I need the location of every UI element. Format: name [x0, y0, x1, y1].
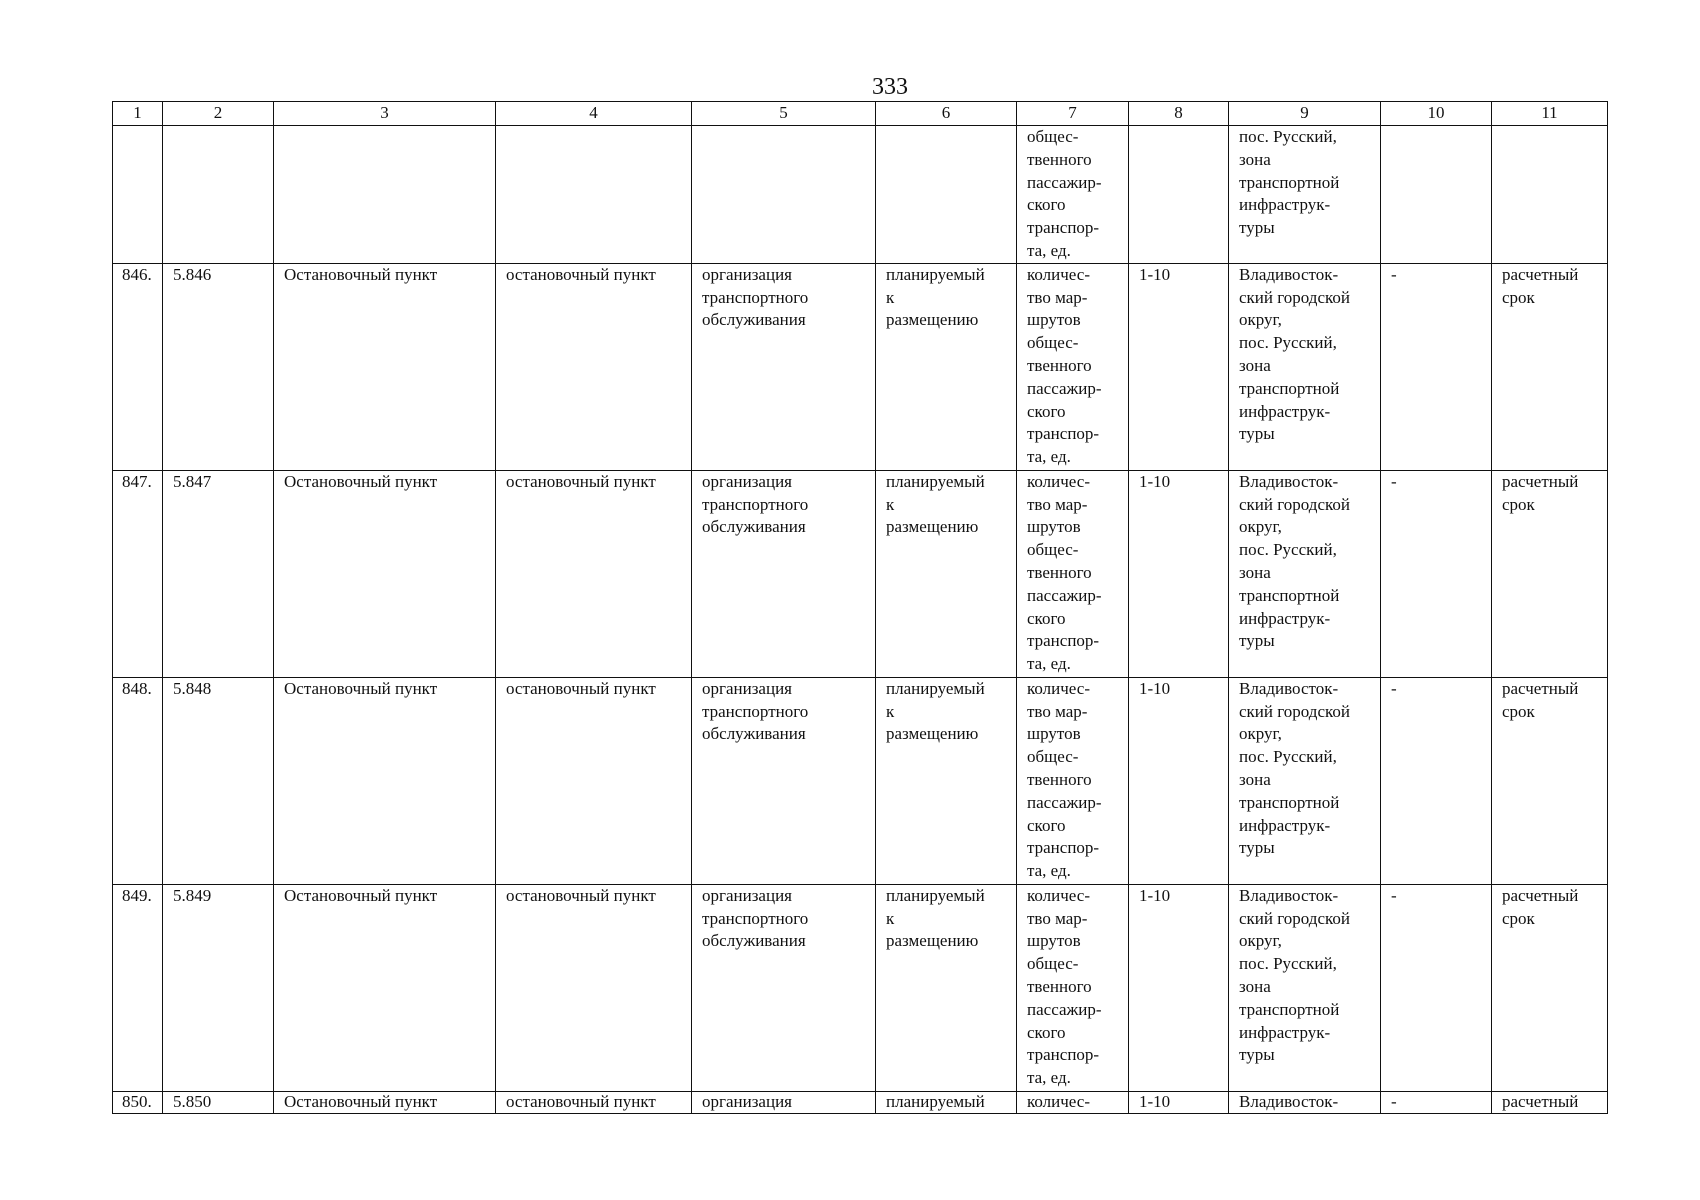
cell-line: расчетный: [1502, 885, 1579, 905]
cell-line: общес-: [1027, 954, 1079, 974]
purpose-cell: [692, 1091, 876, 1113]
name-cell: Остановочный пункт: [274, 677, 496, 884]
cell-line: организация: [702, 678, 792, 698]
empty-cell: [876, 126, 1017, 264]
cell-line: организация: [702, 1091, 792, 1111]
empty-cell: [163, 126, 274, 264]
column-number-11: 11: [1492, 102, 1608, 126]
cell-line: размещению: [886, 310, 979, 330]
location-cell: [1229, 677, 1381, 884]
column-number-2: 2: [163, 102, 274, 126]
register-table: [112, 101, 1608, 1114]
cell-line: количес-: [1027, 1091, 1090, 1111]
cell-line: транспортного: [702, 494, 809, 514]
cell-line: инфраструк-: [1239, 1022, 1331, 1042]
term-cell: [1492, 884, 1608, 1091]
cell-line: общес-: [1027, 333, 1079, 353]
cell-line: организация: [702, 264, 792, 284]
cell-line: тво мар-: [1027, 908, 1088, 928]
cell-line: пассажир-: [1027, 172, 1102, 192]
name-cell: Остановочный пункт: [274, 884, 496, 1091]
cell-line: тво мар-: [1027, 701, 1088, 721]
cell-line: транспор-: [1027, 424, 1100, 444]
cell-line: обслуживания: [702, 724, 806, 744]
cell-line: ского: [1027, 608, 1066, 628]
cell-line: твенного: [1027, 769, 1092, 789]
row-number-cell: 847.: [113, 470, 163, 677]
cell-line: тво мар-: [1027, 287, 1088, 307]
value-cell: 1-10: [1129, 677, 1229, 884]
cell-line: Владивосток-: [1239, 264, 1339, 284]
status-cell: [876, 263, 1017, 470]
cell-line: организация: [702, 471, 792, 491]
indicator-cell: [1017, 1091, 1129, 1113]
cont-location-cell: [1229, 126, 1381, 264]
cell-line: округ,: [1239, 724, 1282, 744]
column-number-6: 6: [876, 102, 1017, 126]
status-cell: [876, 677, 1017, 884]
status-cell: [876, 1091, 1017, 1113]
purpose-cell: [692, 470, 876, 677]
name-cell: Остановочный пункт: [274, 1091, 496, 1113]
cell-line: ский городской: [1239, 287, 1350, 307]
cell-line: округ,: [1239, 517, 1282, 537]
cell-line: Владивосток-: [1239, 678, 1339, 698]
cell-line: ский городской: [1239, 494, 1350, 514]
cell-line: та, ед.: [1027, 447, 1071, 467]
empty-cell: [496, 126, 692, 264]
name-cell: Остановочный пункт: [274, 470, 496, 677]
type-cell: остановочный пункт: [496, 884, 692, 1091]
cell-line: к: [886, 701, 895, 721]
cell-line: та, ед.: [1027, 1068, 1071, 1088]
cell-line: организация: [702, 885, 792, 905]
cell-line: та, ед.: [1027, 861, 1071, 881]
term-cell: [1492, 1091, 1608, 1113]
cell-line: транспор-: [1027, 838, 1100, 858]
cell-line: пос. Русский,: [1239, 127, 1337, 146]
table-row: [113, 263, 1608, 470]
cell-line: общес-: [1027, 540, 1079, 560]
code-cell: 5.849: [163, 884, 274, 1091]
value-cell: 1-10: [1129, 470, 1229, 677]
purpose-cell: [692, 263, 876, 470]
cell-line: пос. Русский,: [1239, 333, 1337, 353]
cell-line: срок: [1502, 908, 1535, 928]
cell-line: Владивосток-: [1239, 1091, 1339, 1111]
cell-line: шрутов: [1027, 310, 1081, 330]
code-cell: 5.847: [163, 470, 274, 677]
code-cell: 5.846: [163, 263, 274, 470]
col10-cell: -: [1381, 677, 1492, 884]
column-number-4: 4: [496, 102, 692, 126]
indicator-cell: [1017, 884, 1129, 1091]
column-number-row: [113, 102, 1608, 126]
location-cell: [1229, 1091, 1381, 1113]
cell-line: общес-: [1027, 127, 1079, 146]
table-row: [113, 677, 1608, 884]
column-number-8: 8: [1129, 102, 1229, 126]
cell-line: общес-: [1027, 747, 1079, 767]
empty-cell: [1381, 126, 1492, 264]
code-cell: 5.848: [163, 677, 274, 884]
code-cell: 5.850: [163, 1091, 274, 1113]
cell-line: транспор-: [1027, 218, 1100, 238]
cell-line: к: [886, 908, 895, 928]
cell-line: размещению: [886, 724, 979, 744]
purpose-cell: [692, 884, 876, 1091]
cell-line: обслуживания: [702, 517, 806, 537]
cell-line: твенного: [1027, 976, 1092, 996]
cell-line: та, ед.: [1027, 654, 1071, 674]
cell-line: транспортной: [1239, 378, 1340, 398]
cell-line: размещению: [886, 517, 979, 537]
cell-line: транспортного: [702, 287, 809, 307]
cell-line: твенного: [1027, 149, 1092, 169]
cell-line: количес-: [1027, 885, 1090, 905]
cell-line: Владивосток-: [1239, 471, 1339, 491]
cell-line: тво мар-: [1027, 494, 1088, 514]
column-number-10: 10: [1381, 102, 1492, 126]
col10-cell: -: [1381, 884, 1492, 1091]
col10-cell: -: [1381, 1091, 1492, 1113]
indicator-cell: [1017, 470, 1129, 677]
location-cell: [1229, 884, 1381, 1091]
cell-line: пассажир-: [1027, 999, 1102, 1019]
cell-line: транспор-: [1027, 1045, 1100, 1065]
name-cell: Остановочный пункт: [274, 263, 496, 470]
cell-line: ского: [1027, 195, 1066, 215]
empty-cell: [692, 126, 876, 264]
cell-line: расчетный: [1502, 678, 1579, 698]
cell-line: туры: [1239, 218, 1275, 238]
empty-cell: [1129, 126, 1229, 264]
cell-line: инфраструк-: [1239, 195, 1331, 215]
type-cell: остановочный пункт: [496, 470, 692, 677]
type-cell: остановочный пункт: [496, 677, 692, 884]
cell-line: туры: [1239, 631, 1275, 651]
empty-cell: [1492, 126, 1608, 264]
cell-line: расчетный: [1502, 471, 1579, 491]
cell-line: транспортной: [1239, 792, 1340, 812]
column-number-5: 5: [692, 102, 876, 126]
cont-indicator-cell: [1017, 126, 1129, 264]
cell-line: транспортной: [1239, 172, 1340, 192]
col10-cell: -: [1381, 263, 1492, 470]
type-cell: остановочный пункт: [496, 263, 692, 470]
cell-line: туры: [1239, 838, 1275, 858]
cell-line: планируемый: [886, 885, 985, 905]
cell-line: пассажир-: [1027, 792, 1102, 812]
cell-line: пос. Русский,: [1239, 954, 1337, 974]
cell-line: к: [886, 494, 895, 514]
cell-line: пос. Русский,: [1239, 747, 1337, 767]
cell-line: округ,: [1239, 310, 1282, 330]
row-number-cell: 850.: [113, 1091, 163, 1113]
cell-line: зона: [1239, 562, 1271, 582]
cell-line: твенного: [1027, 562, 1092, 582]
cell-line: пассажир-: [1027, 585, 1102, 605]
cell-line: туры: [1239, 424, 1275, 444]
table-body: [113, 102, 1608, 1114]
cell-line: планируемый: [886, 471, 985, 491]
row-number-cell: 846.: [113, 263, 163, 470]
status-cell: [876, 884, 1017, 1091]
cell-line: зона: [1239, 355, 1271, 375]
col10-cell: -: [1381, 470, 1492, 677]
cell-line: размещению: [886, 931, 979, 951]
cell-line: ского: [1027, 815, 1066, 835]
cell-line: инфраструк-: [1239, 608, 1331, 628]
indicator-cell: [1017, 677, 1129, 884]
cell-line: инфраструк-: [1239, 815, 1331, 835]
cell-line: количес-: [1027, 678, 1090, 698]
term-cell: [1492, 263, 1608, 470]
cell-line: Владивосток-: [1239, 885, 1339, 905]
row-number-cell: 849.: [113, 884, 163, 1091]
term-cell: [1492, 677, 1608, 884]
cell-line: зона: [1239, 149, 1271, 169]
table-row: [113, 470, 1608, 677]
continuation-row: [113, 126, 1608, 264]
cell-line: срок: [1502, 494, 1535, 514]
column-number-7: 7: [1017, 102, 1129, 126]
cell-line: пассажир-: [1027, 378, 1102, 398]
cell-line: та, ед.: [1027, 240, 1071, 260]
cell-line: зона: [1239, 769, 1271, 789]
column-number-9: 9: [1229, 102, 1381, 126]
cell-line: округ,: [1239, 931, 1282, 951]
cell-line: транспор-: [1027, 631, 1100, 651]
empty-cell: [113, 126, 163, 264]
location-cell: [1229, 263, 1381, 470]
page-number: 333: [872, 74, 908, 100]
term-cell: [1492, 470, 1608, 677]
cell-line: пос. Русский,: [1239, 540, 1337, 560]
location-cell: [1229, 470, 1381, 677]
cell-line: расчетный: [1502, 1091, 1579, 1111]
cell-line: планируемый: [886, 678, 985, 698]
cell-line: шрутов: [1027, 931, 1081, 951]
type-cell: остановочный пункт: [496, 1091, 692, 1113]
cell-line: ского: [1027, 401, 1066, 421]
cell-line: планируемый: [886, 264, 985, 284]
cell-line: к: [886, 287, 895, 307]
column-number-1: 1: [113, 102, 163, 126]
value-cell: 1-10: [1129, 1091, 1229, 1113]
cell-line: срок: [1502, 287, 1535, 307]
cell-line: ский городской: [1239, 908, 1350, 928]
cell-line: ского: [1027, 1022, 1066, 1042]
cell-line: шрутов: [1027, 724, 1081, 744]
cell-line: количес-: [1027, 471, 1090, 491]
value-cell: 1-10: [1129, 263, 1229, 470]
row-number-cell: 848.: [113, 677, 163, 884]
cell-line: ский городской: [1239, 701, 1350, 721]
cell-line: инфраструк-: [1239, 401, 1331, 421]
cell-line: транспортной: [1239, 585, 1340, 605]
empty-cell: [274, 126, 496, 264]
cell-line: срок: [1502, 701, 1535, 721]
purpose-cell: [692, 677, 876, 884]
value-cell: 1-10: [1129, 884, 1229, 1091]
cell-line: обслуживания: [702, 310, 806, 330]
cell-line: транспортной: [1239, 999, 1340, 1019]
table-row: [113, 1091, 1608, 1113]
cell-line: транспортного: [702, 908, 809, 928]
cell-line: зона: [1239, 976, 1271, 996]
cell-line: количес-: [1027, 264, 1090, 284]
cell-line: туры: [1239, 1045, 1275, 1065]
cell-line: планируемый: [886, 1091, 985, 1111]
cell-line: обслуживания: [702, 931, 806, 951]
cell-line: расчетный: [1502, 264, 1579, 284]
column-number-3: 3: [274, 102, 496, 126]
cell-line: транспортного: [702, 701, 809, 721]
indicator-cell: [1017, 263, 1129, 470]
status-cell: [876, 470, 1017, 677]
table-row: [113, 884, 1608, 1091]
cell-line: твенного: [1027, 355, 1092, 375]
cell-line: шрутов: [1027, 517, 1081, 537]
